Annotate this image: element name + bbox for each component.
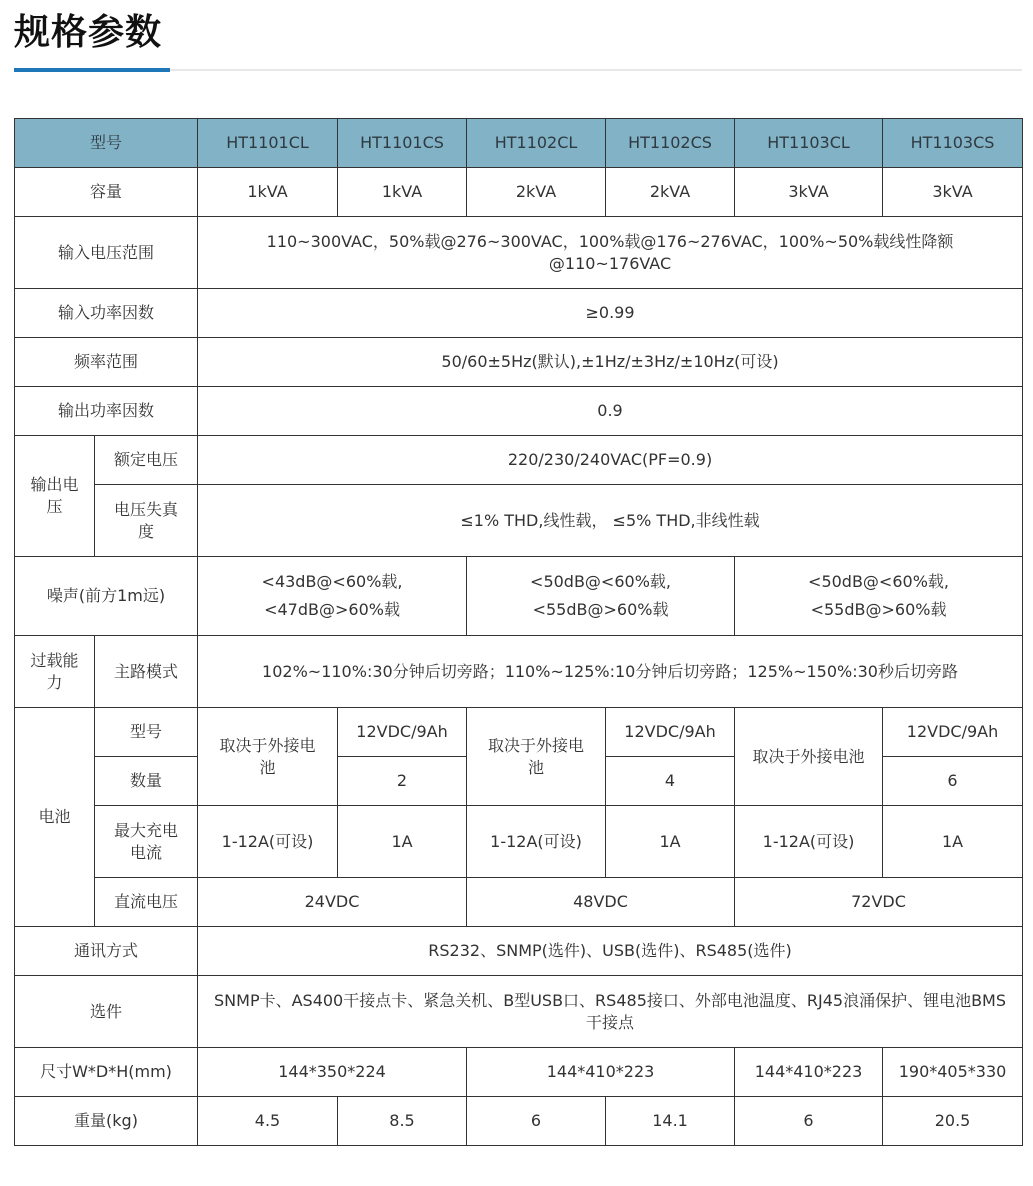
label-overload-main: 主路模式: [95, 636, 198, 708]
group-overload: 过载能力: [15, 636, 95, 708]
label-frequency: 频率范围: [15, 338, 198, 387]
header-model-5: HT1103CL: [735, 119, 883, 168]
label-options: 选件: [15, 976, 198, 1048]
cell-capacity-4: 2kVA: [606, 168, 735, 217]
label-battery-current: 最大充电电流: [95, 806, 198, 878]
title-accent-bar: [14, 68, 170, 72]
label-rated-voltage: 额定电压: [95, 436, 198, 485]
cell-rated-voltage: 220/230/240VAC(PF=0.9): [198, 436, 1023, 485]
cell-input-voltage: 110~300VAC，50%载@276~300VAC，100%载@176~276VAC，100%~50%载线性降额@110~176VAC: [198, 217, 1023, 289]
cell-noise-2: [467, 557, 735, 636]
cell-battery-current-4: 1A: [606, 806, 735, 878]
noise-2-line-1: <50dB@<60%载,: [530, 572, 671, 591]
spec-table: [14, 118, 1023, 1146]
row-battery-current: [15, 806, 1023, 878]
row-input-pf: [15, 289, 1023, 338]
cell-weight-2: 8.5: [338, 1097, 467, 1146]
noise-1-line-1: <43dB@<60%载,: [261, 572, 403, 591]
row-battery-type: [15, 708, 1023, 757]
cell-battery-current-5: 1-12A(可设): [735, 806, 883, 878]
cell-battery-count-1: 2: [338, 757, 467, 806]
noise-3-line-1: <50dB@<60%载,: [808, 572, 949, 591]
row-overload: [15, 636, 1023, 708]
cell-comm: RS232、SNMP(选件)、USB(选件)、RS485(选件): [198, 927, 1023, 976]
cell-weight-1: 4.5: [198, 1097, 338, 1146]
label-weight: 重量(kg): [15, 1097, 198, 1146]
row-options: [15, 976, 1023, 1048]
header-model-3: HT1102CL: [467, 119, 606, 168]
cell-weight-4: 14.1: [606, 1097, 735, 1146]
row-rated-voltage: [15, 436, 1023, 485]
header-model-label: 型号: [15, 119, 198, 168]
cell-weight-6: 20.5: [883, 1097, 1023, 1146]
cell-capacity-1: 1kVA: [198, 168, 338, 217]
row-input-voltage: [15, 217, 1023, 289]
row-size: [15, 1048, 1023, 1097]
row-battery-dc: [15, 878, 1023, 927]
cell-weight-3: 6: [467, 1097, 606, 1146]
cell-capacity-2: 1kVA: [338, 168, 467, 217]
noise-3-line-2: <55dB@>60%载: [810, 600, 947, 619]
cell-size-3: 144*410*223: [735, 1048, 883, 1097]
header-model-2: HT1101CS: [338, 119, 467, 168]
cell-battery-current-1: 1-12A(可设): [198, 806, 338, 878]
header-model-6: HT1103CS: [883, 119, 1023, 168]
cell-battery-count-2: 4: [606, 757, 735, 806]
label-input-voltage: 输入电压范围: [15, 217, 198, 289]
label-size: 尺寸W*D*H(mm): [15, 1048, 198, 1097]
table-header-row: [15, 119, 1023, 168]
cell-options: SNMP卡、AS400干接点卡、紧急关机、B型USB口、RS485接口、外部电池温度、RJ45浪涌保护、锂电池BMS干接点: [198, 976, 1023, 1048]
cell-battery-current-6: 1A: [883, 806, 1023, 878]
row-capacity: [15, 168, 1023, 217]
cell-frequency: 50/60±5Hz(默认),±1Hz/±3Hz/±10Hz(可设): [198, 338, 1023, 387]
group-battery: 电池: [15, 708, 95, 927]
cell-battery-external-1: 取决于外接电池: [198, 708, 338, 806]
noise-2-line-2: <55dB@>60%载: [532, 600, 669, 619]
cell-battery-count-3: 6: [883, 757, 1023, 806]
label-battery-count: 数量: [95, 757, 198, 806]
label-distortion: 电压失真度: [95, 485, 198, 557]
noise-1-line-2: <47dB@>60%载: [264, 600, 400, 619]
row-distortion: [15, 485, 1023, 557]
cell-size-1: 144*350*224: [198, 1048, 467, 1097]
cell-battery-dc-3: 72VDC: [735, 878, 1023, 927]
label-output-pf: 输出功率因数: [15, 387, 198, 436]
page-title: 规格参数: [14, 12, 163, 53]
row-weight: [15, 1097, 1023, 1146]
cell-battery-external-2: 取决于外接电池: [467, 708, 606, 806]
label-noise: 噪声(前方1m远): [15, 557, 198, 636]
group-output-voltage: 输出电压: [15, 436, 95, 557]
cell-size-4: 190*405*330: [883, 1048, 1023, 1097]
row-comm: [15, 927, 1023, 976]
cell-distortion: ≤1% THD,线性载， ≤5% THD,非线性载: [198, 485, 1023, 557]
cell-size-2: 144*410*223: [467, 1048, 735, 1097]
cell-overload: 102%~110%:30分钟后切旁路；110%~125%:10分钟后切旁路；125%~150%:30秒后切旁路: [198, 636, 1023, 708]
cell-input-pf: ≥0.99: [198, 289, 1023, 338]
cell-weight-5: 6: [735, 1097, 883, 1146]
cell-capacity-5: 3kVA: [735, 168, 883, 217]
cell-battery-current-3: 1-12A(可设): [467, 806, 606, 878]
cell-capacity-6: 3kVA: [883, 168, 1023, 217]
label-capacity: 容量: [15, 168, 198, 217]
header-model-1: HT1101CL: [198, 119, 338, 168]
cell-noise-3: [735, 557, 1023, 636]
cell-battery-dc-2: 48VDC: [467, 878, 735, 927]
cell-battery-dc-1: 24VDC: [198, 878, 467, 927]
cell-capacity-3: 2kVA: [467, 168, 606, 217]
cell-battery-type-3: 12VDC/9Ah: [883, 708, 1023, 757]
cell-battery-type-2: 12VDC/9Ah: [606, 708, 735, 757]
cell-battery-current-2: 1A: [338, 806, 467, 878]
label-input-pf: 输入功率因数: [15, 289, 198, 338]
cell-battery-external-3: 取决于外接电池: [735, 708, 883, 806]
label-battery-type: 型号: [95, 708, 198, 757]
label-comm: 通讯方式: [15, 927, 198, 976]
cell-battery-type-1: 12VDC/9Ah: [338, 708, 467, 757]
cell-noise-1: [198, 557, 467, 636]
row-output-pf: [15, 387, 1023, 436]
row-frequency: [15, 338, 1023, 387]
row-noise: [15, 557, 1023, 636]
cell-output-pf: 0.9: [198, 387, 1023, 436]
label-battery-dc: 直流电压: [95, 878, 198, 927]
header-model-4: HT1102CS: [606, 119, 735, 168]
